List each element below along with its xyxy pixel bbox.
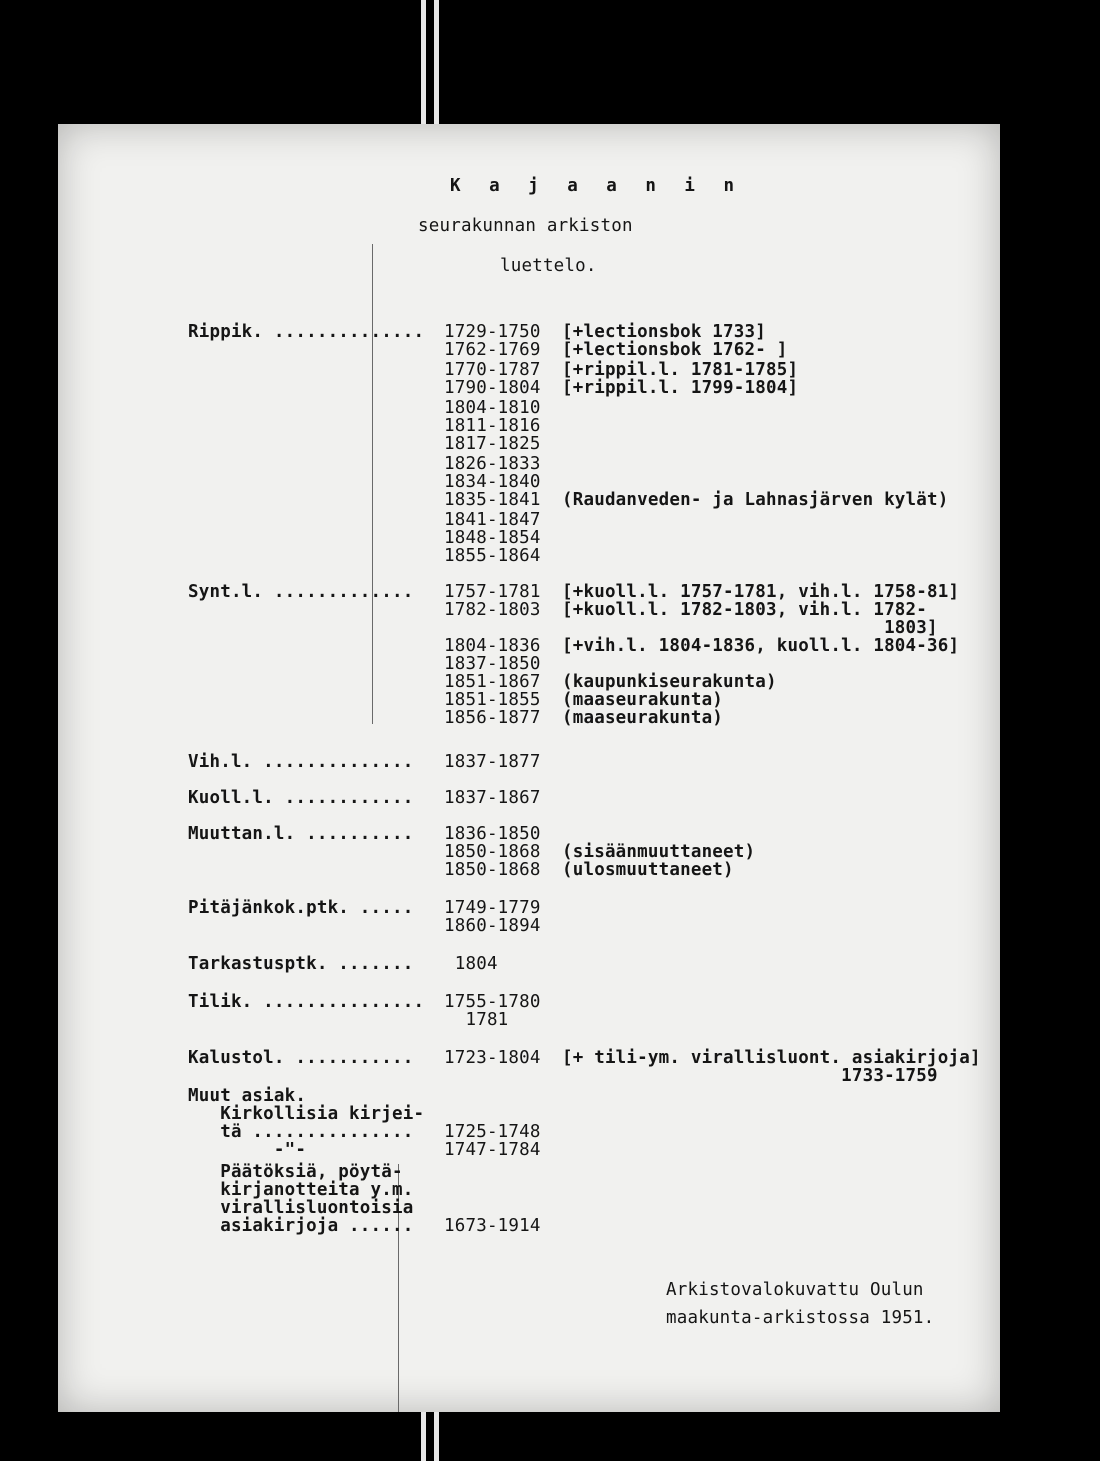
row-note: (sisäänmuuttaneet) xyxy=(562,842,756,862)
row-note: [+kuoll.l. 1757-1781, vih.l. 1758-81] xyxy=(562,582,960,602)
row-note: (ulosmuuttaneet) xyxy=(562,860,734,880)
row-years: 1850-1868 xyxy=(444,860,541,880)
row-years: 1725-1748 xyxy=(444,1122,541,1142)
row-years: 1729-1750 xyxy=(444,322,541,342)
row-years: 1804-1836 xyxy=(444,636,541,656)
row-label: Tilik. ............... xyxy=(188,992,425,1012)
row-label: Rippik. .............. xyxy=(188,322,425,342)
row-label: virallisluontoisia xyxy=(188,1198,414,1218)
row-years: 1782-1803 xyxy=(444,600,541,620)
film-edge-line xyxy=(434,1412,439,1461)
row-note: [+lectionsbok 1733] xyxy=(562,322,766,342)
row-label: tä ............... xyxy=(188,1122,414,1142)
row-years: 1673-1914 xyxy=(444,1216,541,1236)
row-years: 1723-1804 xyxy=(444,1048,541,1068)
row-years: 1860-1894 xyxy=(444,916,541,936)
row-years: 1855-1864 xyxy=(444,546,541,566)
row-years: 1781 xyxy=(444,1010,509,1030)
row-years: 1837-1877 xyxy=(444,752,541,772)
row-years: 1826-1833 xyxy=(444,454,541,474)
row-years: 1804 xyxy=(444,954,498,974)
film-edge-line xyxy=(421,0,426,124)
row-years: 1841-1847 xyxy=(444,510,541,530)
row-years: 1747-1784 xyxy=(444,1140,541,1160)
row-label: Päätöksiä, pöytä- xyxy=(188,1162,403,1182)
row-years: 1749-1779 xyxy=(444,898,541,918)
row-years: 1850-1868 xyxy=(444,842,541,862)
row-note: [+kuoll.l. 1782-1803, vih.l. 1782- xyxy=(562,600,928,620)
document-page xyxy=(58,124,1000,1412)
row-label: -"- xyxy=(188,1140,307,1160)
row-years: 1757-1781 xyxy=(444,582,541,602)
row-label: Tarkastusptk. ....... xyxy=(188,954,414,974)
row-note: [+lectionsbok 1762- ] xyxy=(562,340,788,360)
row-label: Kuoll.l. ............ xyxy=(188,788,414,808)
row-label: Muuttan.l. .......... xyxy=(188,824,414,844)
row-label: Kirkollisia kirjei- xyxy=(188,1104,425,1124)
film-edge-line xyxy=(421,1412,426,1461)
row-years: 1762-1769 xyxy=(444,340,541,360)
row-years: 1848-1854 xyxy=(444,528,541,548)
row-years: 1856-1877 xyxy=(444,708,541,728)
row-note: (kaupunkiseurakunta) xyxy=(562,672,777,692)
row-years: 1834-1840 xyxy=(444,472,541,492)
film-edge-line xyxy=(434,0,439,124)
row-years: 1835-1841 xyxy=(444,490,541,510)
footer-line-1: Arkistovalokuvattu Oulun xyxy=(666,1280,924,1300)
row-note: 1733-1759 xyxy=(562,1066,938,1086)
row-years: 1837-1850 xyxy=(444,654,541,674)
row-label: kirjanotteita y.m. xyxy=(188,1180,414,1200)
row-years: 1755-1780 xyxy=(444,992,541,1012)
document-subtitle-2: luettelo. xyxy=(500,256,597,276)
row-note: [+vih.l. 1804-1836, kuoll.l. 1804-36] xyxy=(562,636,960,656)
row-years: 1851-1867 xyxy=(444,672,541,692)
row-years: 1811-1816 xyxy=(444,416,541,436)
row-years: 1804-1810 xyxy=(444,398,541,418)
row-note: (maaseurakunta) xyxy=(562,690,724,710)
row-years: 1790-1804 xyxy=(444,378,541,398)
row-label: Synt.l. ............. xyxy=(188,582,414,602)
row-note: [+ tili-ym. virallisluont. asiakirjoja] xyxy=(562,1048,981,1068)
row-years: 1770-1787 xyxy=(444,360,541,380)
row-years: 1836-1850 xyxy=(444,824,541,844)
row-label: Kalustol. ........... xyxy=(188,1048,414,1068)
row-note: [+rippil.l. 1781-1785] xyxy=(562,360,799,380)
row-note: (maaseurakunta) xyxy=(562,708,724,728)
row-label: Pitäjänkok.ptk. ..... xyxy=(188,898,414,918)
row-label: Vih.l. .............. xyxy=(188,752,414,772)
fold-line xyxy=(372,244,373,724)
footer-line-2: maakunta-arkistossa 1951. xyxy=(666,1308,935,1328)
row-years: 1837-1867 xyxy=(444,788,541,808)
row-note: [+rippil.l. 1799-1804] xyxy=(562,378,799,398)
row-years: 1817-1825 xyxy=(444,434,541,454)
row-note: (Raudanveden- ja Lahnasjärven kylät) xyxy=(562,490,949,510)
row-years: 1851-1855 xyxy=(444,690,541,710)
row-note: 1803] xyxy=(562,618,938,638)
row-label: Muut asiak. xyxy=(188,1086,307,1106)
document-title: K a j a a n i n xyxy=(450,176,744,196)
row-label: asiakirjoja ...... xyxy=(188,1216,414,1236)
document-subtitle: seurakunnan arkiston xyxy=(418,216,633,236)
